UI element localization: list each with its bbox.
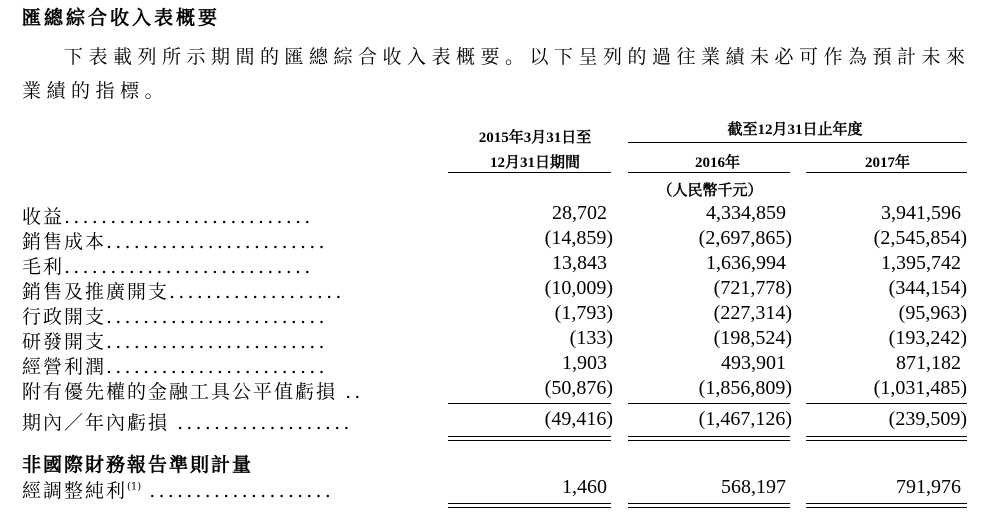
table-row	[0, 302, 1000, 326]
non-ifrs-title-row	[0, 450, 1000, 474]
row-label: 經調整純利$^{(1)}$ ....................	[22, 480, 335, 502]
cell-2017: 3,941,596	[881, 202, 961, 224]
table-row	[0, 352, 1000, 376]
cell-period: (133)	[569, 327, 613, 349]
cell-2017: (193,242)	[888, 327, 967, 349]
subtotal-rule-col1	[448, 403, 611, 404]
cell-period: (1,793)	[554, 302, 613, 324]
row-label: 銷售及推廣開支...................	[22, 281, 345, 303]
double-rule-bottom-col1	[448, 440, 611, 441]
double-rule-bottom-col3	[806, 440, 967, 441]
table-row-loss-for-period	[0, 408, 1000, 432]
cell-2017: 791,976	[896, 476, 961, 498]
cell-2016: (227,314)	[713, 302, 792, 324]
cell-period: 1,460	[562, 476, 607, 498]
intro-paragraph: 下表載列所示期間的匯總綜合收入表概要。以下呈列的過往業績未必可作為預計未來業績的指標。	[22, 46, 971, 102]
bottom-double-rule-bottom-col2	[628, 507, 790, 508]
cell-period: 28,702	[552, 202, 607, 224]
cell-2016: 1,636,994	[706, 252, 786, 274]
cell-2017: (2,545,854)	[873, 227, 967, 249]
table-row	[0, 252, 1000, 276]
table-row	[0, 227, 1000, 251]
double-rule-top-col2	[628, 436, 790, 437]
header-rule-col1	[448, 172, 611, 173]
cell-2017: (239,509)	[888, 408, 967, 430]
subtotal-rule-col2	[628, 403, 790, 404]
section-title: 匯總綜合收入表概要	[22, 7, 221, 29]
cell-2016: (2,697,865)	[698, 227, 792, 249]
bottom-double-rule-bottom-col3	[806, 507, 967, 508]
table-row-adjusted-net-profit	[0, 476, 1000, 500]
double-rule-top-col3	[806, 436, 967, 437]
cell-2016: 493,901	[721, 352, 786, 374]
table-row	[0, 377, 1000, 401]
cell-period: (14,859)	[544, 227, 613, 249]
cell-period: (49,416)	[544, 408, 613, 430]
row-label: 期內／年內虧損 ...................	[22, 412, 353, 434]
column-header-2016: 2016年	[694, 155, 740, 171]
table-row	[0, 327, 1000, 351]
cell-2016: (1,856,809)	[698, 377, 792, 399]
table-row	[0, 277, 1000, 301]
row-label: 銷售成本........................	[22, 231, 328, 253]
cell-2016: (721,778)	[713, 277, 792, 299]
bottom-double-rule-top-col1	[448, 503, 611, 504]
double-rule-top-col1	[448, 436, 611, 437]
row-label: 研發開支........................	[22, 331, 328, 353]
cell-period: 13,843	[552, 252, 607, 274]
column-header-period-line1: 2015年3月31日至	[478, 130, 592, 146]
cell-2017: 1,395,742	[881, 252, 961, 274]
cell-2017: (1,031,485)	[873, 377, 967, 399]
header-rule-group	[628, 142, 967, 143]
unit-label: （人民幣千元）	[657, 183, 763, 199]
bottom-double-rule-top-col3	[806, 503, 967, 504]
row-label: 毛利...........................	[22, 256, 314, 278]
header-rule-col2	[628, 172, 790, 173]
row-label: 經營利潤........................	[22, 356, 328, 378]
row-label: 收益...........................	[22, 206, 314, 228]
header-rule-col3	[806, 172, 967, 173]
double-rule-bottom-col2	[628, 440, 790, 441]
column-header-2017: 2017年	[864, 155, 910, 171]
cell-2016: (198,524)	[713, 327, 792, 349]
cell-2017: 871,182	[896, 352, 961, 374]
row-label: 行政開支........................	[22, 306, 328, 328]
cell-2017: (344,154)	[888, 277, 967, 299]
cell-period: 1,903	[562, 352, 607, 374]
bottom-double-rule-top-col2	[628, 503, 790, 504]
cell-2016: (1,467,126)	[698, 408, 792, 430]
bottom-double-rule-bottom-col1	[448, 507, 611, 508]
footnote-marker: (1)	[127, 481, 142, 493]
cell-period: (10,009)	[544, 277, 613, 299]
cell-2016: 568,197	[721, 476, 786, 498]
cell-2016: 4,334,859	[706, 202, 786, 224]
subtotal-rule-col3	[806, 403, 967, 404]
cell-2017: (95,963)	[898, 302, 967, 324]
row-label: 附有優先權的金融工具公平值虧損 ..	[22, 381, 364, 403]
column-header-period-line2: 12月31日期間	[489, 155, 580, 171]
table-row	[0, 202, 1000, 226]
column-header-group: 截至12月31日止年度	[727, 122, 863, 138]
non-ifrs-title: 非國際財務報告準則計量	[22, 454, 254, 476]
cell-period: (50,876)	[544, 377, 613, 399]
